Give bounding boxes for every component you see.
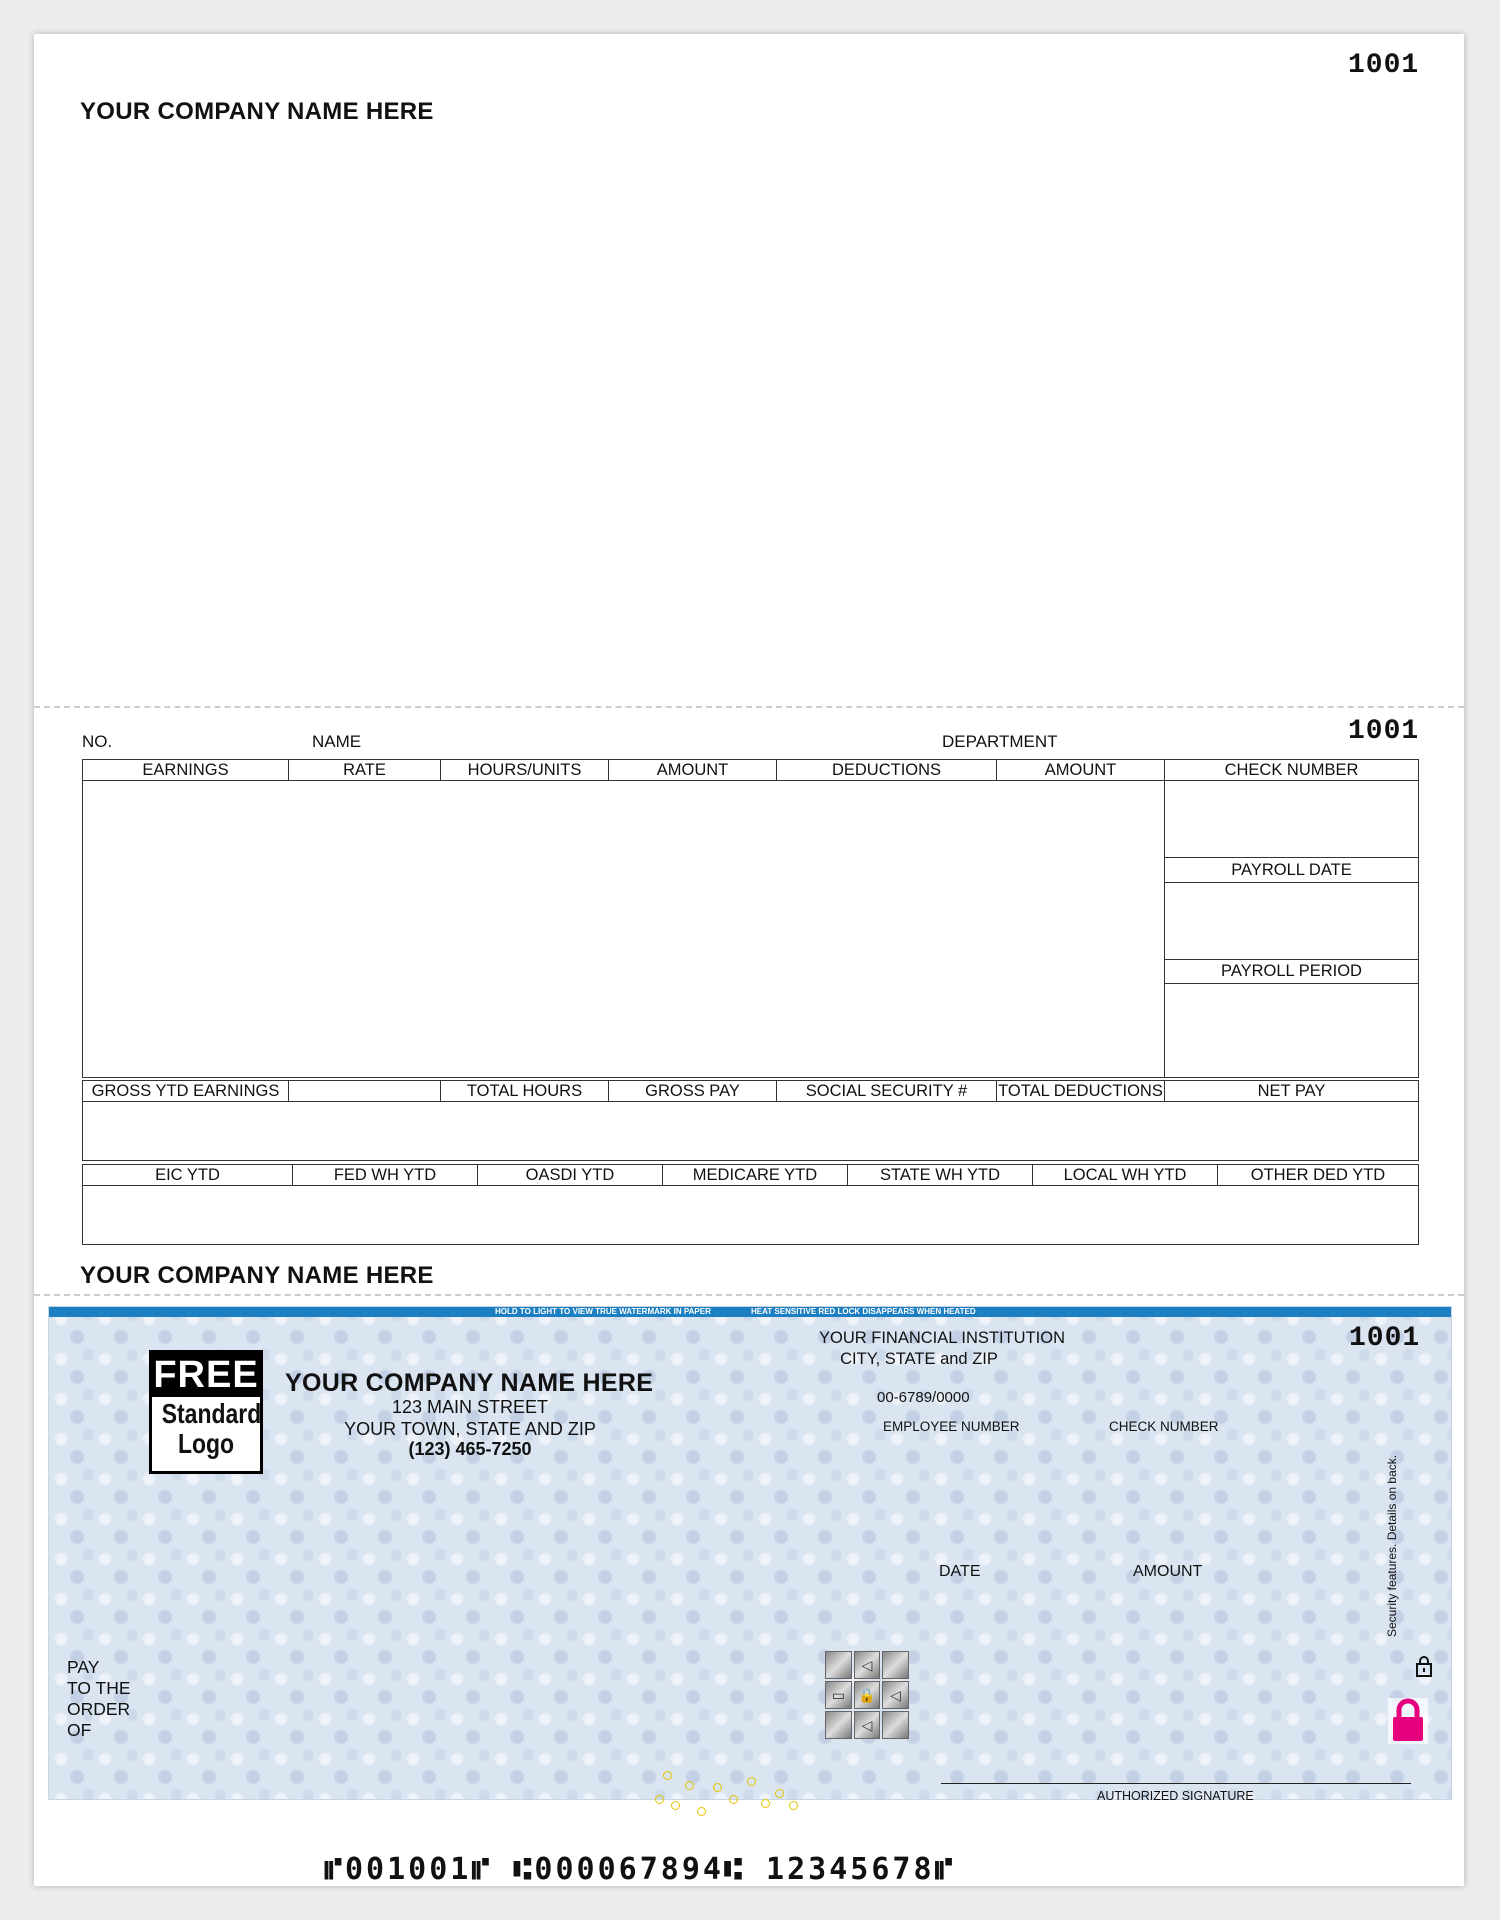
pay-to-order-label xyxy=(67,1657,131,1741)
company-logo xyxy=(149,1350,263,1474)
payroll-date-box xyxy=(1165,882,1419,959)
pay-to-line: PAY xyxy=(67,1657,100,1677)
col-total-hours: TOTAL HOURS xyxy=(441,1081,609,1102)
label-payroll-period: PAYROLL PERIOD xyxy=(1165,960,1419,984)
top-company-name: YOUR COMPANY NAME HERE xyxy=(80,98,434,125)
payroll-check-sheet xyxy=(34,34,1464,1886)
thermochromic-dot-icon xyxy=(697,1807,706,1816)
heat-sensitive-lock-icon xyxy=(1387,1697,1429,1743)
col-other-ded-ytd: OTHER DED YTD xyxy=(1218,1165,1419,1186)
earnings-body xyxy=(83,781,1165,1078)
security-strip xyxy=(49,1307,1451,1317)
employee-number-label: EMPLOYEE NUMBER xyxy=(883,1419,1020,1434)
col-gross-pay: GROSS PAY xyxy=(609,1081,777,1102)
amount-label: AMOUNT xyxy=(1133,1563,1203,1580)
security-strip-text: HEAT SENSITIVE RED LOCK DISAPPEARS WHEN HEATED xyxy=(751,1307,976,1316)
logo-logo-text: Logo xyxy=(177,1428,235,1459)
stub-company-name: YOUR COMPANY NAME HERE xyxy=(80,1262,434,1289)
perforation-line xyxy=(34,706,1464,708)
bank-city: CITY, STATE and ZIP xyxy=(840,1350,998,1368)
col-deductions: DEDUCTIONS xyxy=(777,760,997,781)
stub-name-label: NAME xyxy=(312,732,362,751)
col-oasdi-ytd: OASDI YTD xyxy=(478,1165,663,1186)
col-gross-ytd-earnings: GROSS YTD EARNINGS xyxy=(83,1081,289,1102)
logo-free-text: FREE xyxy=(153,1354,259,1396)
check-body xyxy=(48,1306,1452,1803)
col-eic-ytd: EIC YTD xyxy=(83,1165,293,1186)
hologram-icon: ◁ ▭ 🔒 ◁ ◁ xyxy=(825,1651,909,1735)
col-check-number: CHECK NUMBER xyxy=(1165,760,1419,781)
col-total-deductions: TOTAL DEDUCTIONS xyxy=(998,1081,1163,1100)
col-rate: RATE xyxy=(289,760,441,781)
micr-line: ⑈001001⑈ ⑆000067894⑆ 12345678⑈ xyxy=(324,1852,956,1887)
col-social-security: SOCIAL SECURITY # xyxy=(777,1081,997,1102)
padlock-icon xyxy=(1415,1655,1433,1682)
logo-standard-text: Standard xyxy=(161,1398,262,1429)
label-payroll-date: PAYROLL DATE xyxy=(1165,858,1419,882)
pay-to-line: ORDER xyxy=(67,1699,131,1719)
thermochromic-dot-icon xyxy=(663,1771,672,1780)
security-features-note: Security features. Details on back. xyxy=(1385,1454,1399,1637)
pay-to-line: OF xyxy=(67,1720,92,1740)
thermochromic-dot-icon xyxy=(747,1777,756,1786)
bank-name: YOUR FINANCIAL INSTITUTION xyxy=(819,1329,1065,1347)
col-hours-units: HOURS/UNITS xyxy=(441,760,609,781)
date-label: DATE xyxy=(939,1563,981,1580)
check-check-number: 1001 xyxy=(1349,1323,1421,1354)
thermochromic-dot-icon xyxy=(775,1789,784,1798)
thermochromic-dot-icon xyxy=(655,1795,664,1804)
stub-no-label: NO. xyxy=(82,732,113,751)
col-deduction-amount: AMOUNT xyxy=(997,760,1165,781)
totals-table xyxy=(82,1080,1419,1161)
col-medicare-ytd: MEDICARE YTD xyxy=(663,1165,848,1186)
thermochromic-dot-icon xyxy=(729,1795,738,1804)
company-address-2: YOUR TOWN, STATE AND ZIP xyxy=(344,1419,596,1439)
stub-department-label: DEPARTMENT xyxy=(942,732,1058,751)
thermochromic-dot-icon xyxy=(671,1801,680,1810)
col-earnings: EARNINGS xyxy=(83,760,289,781)
ytd-body xyxy=(83,1186,1419,1245)
ytd-table xyxy=(82,1164,1419,1245)
thermochromic-dot-icon xyxy=(713,1783,722,1792)
stub-check-number: 1001 xyxy=(1348,716,1420,747)
fraction-code: 00-6789/0000 xyxy=(877,1389,970,1406)
payroll-period-box xyxy=(1165,984,1419,1078)
pay-to-line: TO THE xyxy=(67,1678,131,1698)
col-amount: AMOUNT xyxy=(609,760,777,781)
totals-body xyxy=(83,1102,1419,1161)
perforation-line xyxy=(34,1294,1464,1296)
check-number-label: CHECK NUMBER xyxy=(1109,1419,1219,1434)
security-strip-text: HOLD TO LIGHT TO VIEW TRUE WATERMARK IN PAPER xyxy=(495,1307,711,1316)
top-check-number: 1001 xyxy=(1348,50,1420,81)
col-blank xyxy=(289,1081,441,1102)
col-state-wh-ytd: STATE WH YTD xyxy=(848,1165,1033,1186)
signature-line xyxy=(941,1783,1411,1784)
earnings-table xyxy=(82,759,1419,1078)
col-local-wh-ytd: LOCAL WH YTD xyxy=(1033,1165,1218,1186)
check-company-name: YOUR COMPANY NAME HERE xyxy=(285,1369,654,1397)
thermochromic-dot-icon xyxy=(761,1799,770,1808)
check-number-box xyxy=(1165,781,1419,858)
col-net-pay: NET PAY xyxy=(1165,1081,1419,1102)
col-fed-wh-ytd: FED WH YTD xyxy=(293,1165,478,1186)
signature-label: AUTHORIZED SIGNATURE xyxy=(1097,1789,1254,1803)
thermochromic-dot-icon xyxy=(789,1801,798,1810)
thermochromic-dot-icon xyxy=(685,1781,694,1790)
company-phone: (123) 465-7250 xyxy=(408,1439,532,1459)
company-address-1: 123 MAIN STREET xyxy=(391,1397,549,1417)
